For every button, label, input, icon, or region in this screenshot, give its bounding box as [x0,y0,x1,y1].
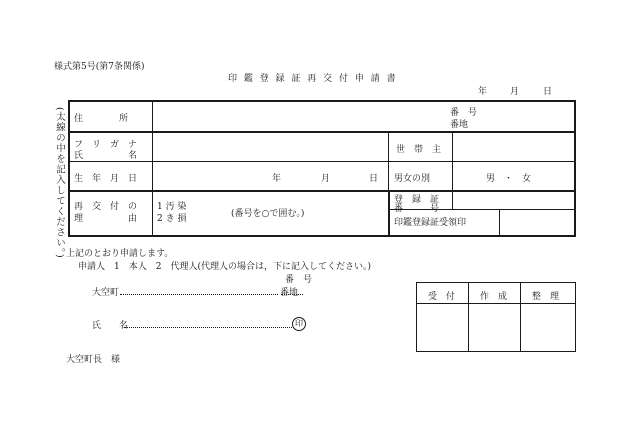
label-column-divider [152,101,153,236]
name-label: 氏 名 [74,151,138,161]
cert-area-left [388,191,390,236]
office-header-divider [417,303,575,304]
birth-year-label: 年 [272,174,282,184]
household-label-right [452,132,453,191]
seal-mark-icon: 印 [292,317,306,331]
agent-name-line[interactable] [124,327,292,328]
address-banchi-label: 番地 [450,120,469,130]
sex-label: 男女の別 [394,174,431,184]
applicant-line: 申請人 1 本人 2 代理人(代理人の場合は，下に記入してください。) [78,262,371,272]
office-col-reception: 受 付 [428,292,456,302]
office-col-processing: 整 理 [532,292,560,302]
cert-number-label-bottom: 番 号 [394,204,440,214]
row-divider-3 [69,190,575,192]
cert-number-divider [452,191,453,209]
reason-label-bottom: 理 由 [74,214,138,224]
reason-option-1[interactable]: 1 汚 染 [157,202,187,212]
sex-options[interactable]: 男 ・ 女 [486,174,532,184]
address-number-label: 番 号 [450,108,478,118]
office-col-divider-1 [468,283,469,351]
reason-instruction: (番号を○で囲む。) [231,209,305,219]
agent-banchi: 番地 [280,288,299,298]
application-statement: 上記のとおり申請します。 [66,249,174,259]
agent-town: 大空町 [92,288,120,298]
row-divider-2 [69,161,575,162]
agent-number-label: 番 号 [285,275,313,285]
row-divider-1 [69,131,575,133]
birth-day-label: 日 [369,174,379,184]
office-col-divider-2 [520,283,521,351]
receipt-seal-label: 印鑑登録証受領印 [394,218,467,228]
household-head-label: 世 帯 主 [396,145,442,155]
form-number: 様式第5号(第7条関係) [54,62,145,72]
form-title: 印 鑑 登 録 証 再 交 付 申 請 書 [228,74,398,84]
reason-label-top: 再 交 付 の [74,202,138,212]
furigana-label: フ リ ガ ナ [74,140,138,150]
side-note: (太線の中を記入してください。) [54,107,65,259]
agent-address-line[interactable] [120,294,278,295]
birthdate-label: 生 年 月 日 [74,174,138,184]
office-col-creation: 作 成 [480,292,508,302]
address-label: 住 所 [74,114,129,124]
date-year-label: 年 [478,87,488,97]
cert-number-label-top: 登 録 証 [394,195,440,205]
household-label-left [388,132,389,191]
agent-name-label: 氏 名 [92,321,129,331]
date-day-label: 日 [543,87,553,97]
addressee: 大空町長 様 [66,355,121,365]
receipt-seal-box [499,209,576,236]
agent-banchi-line[interactable] [281,294,303,295]
date-month-label: 月 [510,87,520,97]
birth-month-label: 月 [321,174,331,184]
reason-option-2[interactable]: 2 き 損 [157,214,187,224]
